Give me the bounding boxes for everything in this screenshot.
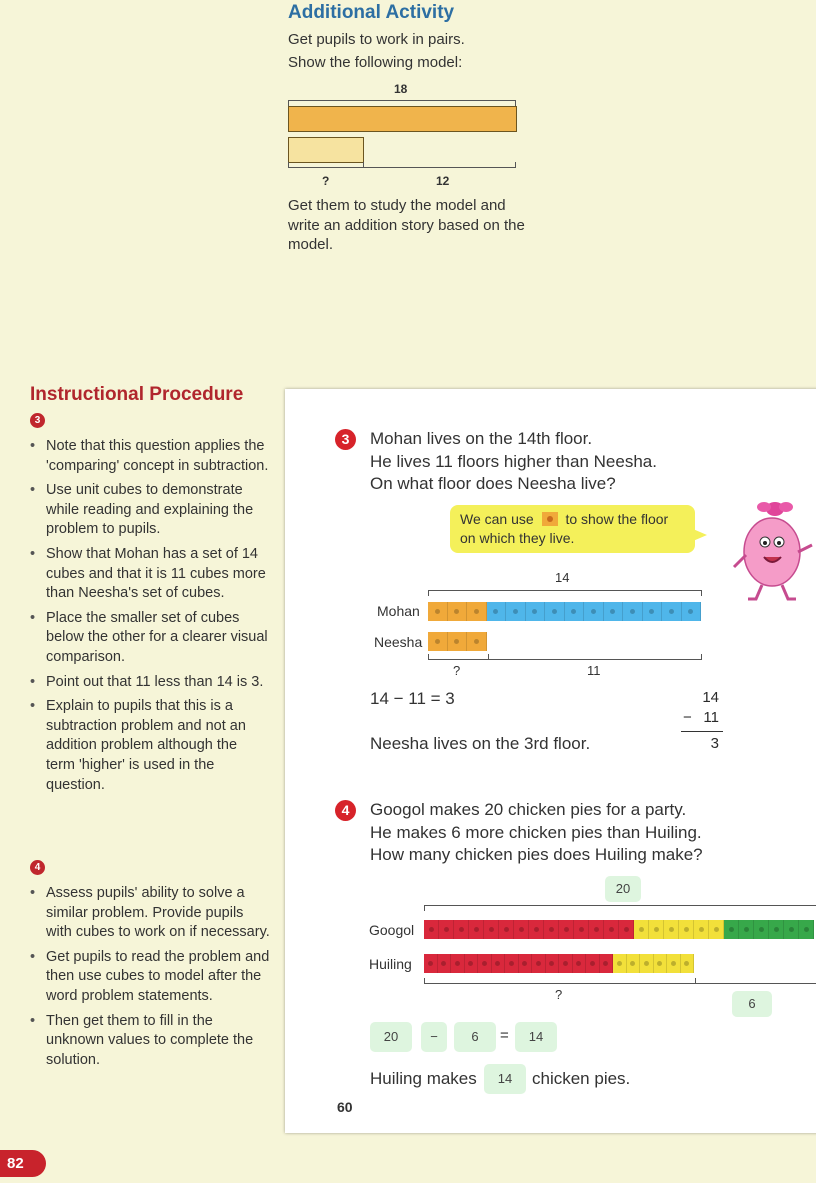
unit-cube — [565, 602, 585, 621]
unit-cube — [532, 954, 546, 973]
unit-cube — [613, 954, 627, 973]
unit-cube — [694, 920, 709, 939]
unit-cube — [469, 920, 484, 939]
unit-cube — [505, 954, 519, 973]
cube-icon — [542, 512, 558, 526]
activity-line-2: Show the following model: — [288, 54, 463, 71]
unit-cube — [546, 954, 560, 973]
page-number-left: 82 — [0, 1150, 46, 1177]
vertical-operator: − — [683, 709, 692, 726]
unit-cube — [600, 954, 614, 973]
bullet-item: • Show that Mohan has a set of 14 cubes and that it is 11 cubes more than Neesha's set of cubes. — [30, 545, 270, 604]
question-4-text — [370, 799, 703, 867]
bullet-item: • Point out that 11 less than 14 is 3. — [30, 673, 270, 693]
unit-cube — [604, 920, 619, 939]
activity-line-1: Get pupils to work in pairs. — [288, 31, 465, 48]
unit-cube — [724, 920, 739, 939]
eq-box-b: 6 — [454, 1022, 496, 1052]
unit-cube — [454, 920, 469, 939]
unit-cube — [681, 954, 695, 973]
unit-cube — [428, 632, 448, 651]
unit-cube — [467, 602, 487, 621]
unit-cube — [643, 602, 663, 621]
q3-row-label-mohan: Mohan — [377, 603, 420, 619]
q4-answer-pre: Huiling makes — [370, 1069, 477, 1088]
activity-instruction: Get them to study the model and write an addition story based on the model. — [288, 197, 525, 253]
section-4-bullets — [30, 884, 270, 1075]
eq-box-op: − — [421, 1022, 447, 1052]
unit-cube — [584, 602, 604, 621]
model-unknown-label: ? — [322, 174, 330, 188]
model-unknown-brace — [288, 162, 364, 168]
unit-cube — [604, 602, 624, 621]
unit-cube — [448, 602, 468, 621]
additional-activity-title: Additional Activity — [288, 2, 455, 23]
q3-equation: 14 − 11 = 3 — [370, 689, 455, 708]
q3-unknown-brace — [428, 654, 489, 660]
unit-cube — [619, 920, 634, 939]
q4-unknown-label: ? — [555, 987, 563, 1002]
q4-googol-cubes — [424, 920, 814, 939]
unit-cube — [545, 602, 565, 621]
bullet-item: • Explain to pupils that this is a subtraction problem and not an addition problem although the term 'higher' is used in the question. — [30, 697, 270, 795]
q3-row-label-neesha: Neesha — [374, 634, 423, 650]
unit-cube — [573, 954, 587, 973]
bubble-text-post: to show the floor on which they live. — [460, 511, 669, 546]
unit-cube — [682, 602, 702, 621]
unit-cube — [526, 602, 546, 621]
unit-cube — [559, 920, 574, 939]
unit-cube — [640, 954, 654, 973]
eq-box-c: 14 — [515, 1022, 557, 1052]
unit-cube — [586, 954, 600, 973]
unit-cube — [623, 602, 643, 621]
bullet-item: • Assess pupils' ability to solve a similar problem. Provide pupils with cubes to work on if necessary. — [30, 884, 270, 943]
bullet-item: • Use unit cubes to demonstrate while reading and explaining the problem to pupils. — [30, 481, 270, 540]
unit-cube — [679, 920, 694, 939]
unit-cube — [529, 920, 544, 939]
unit-cube — [451, 954, 465, 973]
unit-cube — [478, 954, 492, 973]
unit-cube — [664, 920, 679, 939]
unit-cube — [667, 954, 681, 973]
section-3-bullets — [30, 437, 270, 800]
unit-cube — [424, 920, 439, 939]
bullet-item: • Place the smaller set of cubes below the other for a clearer visual comparison. — [30, 609, 270, 668]
q3-diff-label: 11 — [587, 663, 601, 678]
unit-cube — [424, 954, 438, 973]
page-number-right: 60 — [337, 1099, 353, 1115]
eq-equals: = — [500, 1027, 509, 1044]
q4-answer-box: 14 — [484, 1064, 526, 1094]
model-part-label: 12 — [436, 174, 450, 188]
unit-cube — [439, 920, 454, 939]
unit-cube — [484, 920, 499, 939]
vertical-rule — [681, 731, 723, 732]
unit-cube — [784, 920, 799, 939]
q3-line-3: On what floor does Neesha live? — [370, 474, 616, 493]
q3-mohan-cubes — [428, 602, 701, 621]
question-3-text — [370, 428, 657, 496]
unit-cube — [438, 954, 452, 973]
q3-answer: Neesha lives on the 3rd floor. — [370, 734, 591, 753]
q4-answer-post: chicken pies. — [532, 1069, 631, 1088]
unit-cube — [634, 920, 649, 939]
q3-line-1: Mohan lives on the 14th floor. — [370, 429, 593, 448]
unit-cube — [448, 632, 468, 651]
q4-line-2: He makes 6 more chicken pies than Huiling. — [370, 822, 702, 842]
unit-cube — [574, 920, 589, 939]
model-total-label: 18 — [394, 82, 408, 96]
unit-cube — [544, 920, 559, 939]
vertical-result: 3 — [710, 735, 719, 752]
unit-cube — [709, 920, 724, 939]
unit-cube — [465, 954, 479, 973]
q4-line-1: Googol makes 20 chicken pies for a party. — [370, 800, 687, 819]
unit-cube — [559, 954, 573, 973]
q3-diff-brace — [488, 654, 702, 660]
unit-cube — [487, 602, 507, 621]
model-long-bar — [288, 106, 517, 132]
bullet-item: • Note that this question applies the 'comparing' concept in subtraction. — [30, 437, 270, 476]
q3-unknown-label: ? — [453, 663, 461, 678]
unit-cube — [739, 920, 754, 939]
q4-unknown-brace — [424, 978, 696, 984]
q4-diff-brace — [695, 978, 816, 984]
q3-total-label: 14 — [555, 570, 570, 585]
instructional-procedure-title: Instructional Procedure — [30, 384, 244, 405]
vertical-top: 14 — [702, 689, 719, 706]
q3-neesha-cubes — [428, 632, 487, 651]
unit-cube — [799, 920, 814, 939]
unit-cube — [754, 920, 769, 939]
textbook-page — [285, 389, 816, 1133]
question-4-number: 4 — [335, 800, 356, 821]
unit-cube — [499, 920, 514, 939]
unit-cube — [589, 920, 604, 939]
q4-line-3: How many chicken pies does Huiling make? — [370, 845, 703, 864]
speech-bubble — [450, 505, 695, 553]
vertical-middle: 11 — [703, 709, 719, 726]
eq-box-a: 20 — [370, 1022, 412, 1052]
mascot-icon — [730, 497, 816, 607]
bullet-item: • Get pupils to read the problem and then use cubes to model after the word problem statements. — [30, 948, 270, 1007]
unit-cube — [467, 632, 487, 651]
q3-total-brace — [428, 590, 702, 596]
question-3-number: 3 — [335, 429, 356, 450]
q4-huiling-cubes — [424, 954, 694, 973]
model-part-brace — [363, 162, 516, 168]
q4-row-label-googol: Googol — [369, 922, 415, 938]
q4-total-brace — [424, 905, 816, 911]
unit-cube — [662, 602, 682, 621]
unit-cube — [654, 954, 668, 973]
unit-cube — [428, 602, 448, 621]
q4-total-box: 20 — [605, 876, 641, 902]
bubble-text-pre: We can use — [460, 511, 534, 527]
unit-cube — [514, 920, 529, 939]
bullet-item: • Then get them to fill in the unknown values to complete the solution. — [30, 1012, 270, 1071]
model-short-bar — [288, 137, 364, 163]
unit-cube — [519, 954, 533, 973]
section-3-marker: 3 — [30, 413, 45, 428]
q4-diff-box: 6 — [732, 991, 772, 1017]
unit-cube — [627, 954, 641, 973]
unit-cube — [649, 920, 664, 939]
unit-cube — [492, 954, 506, 973]
unit-cube — [769, 920, 784, 939]
q4-row-label-huiling: Huiling — [369, 956, 412, 972]
unit-cube — [506, 602, 526, 621]
section-4-marker: 4 — [30, 860, 45, 875]
q3-line-2: He lives 11 floors higher than Neesha. — [370, 451, 657, 471]
